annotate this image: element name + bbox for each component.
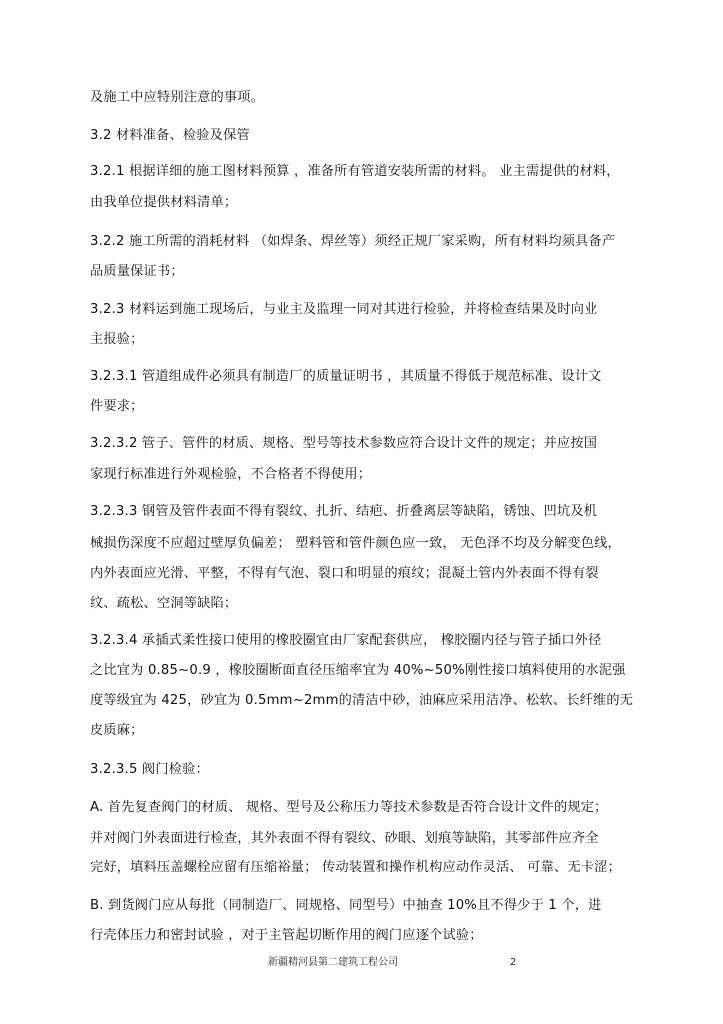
text-line: 3.2.3.5 阀门检验： bbox=[90, 762, 209, 777]
footer-company: 新疆精河县第二建筑工程公司 bbox=[268, 957, 398, 968]
text-line: 行壳体压力和密封试验 ，对于主管起切断作用的阀门应逐个试验； bbox=[90, 928, 483, 943]
text-line: 品质量保证书； bbox=[90, 264, 184, 279]
text-line: 3.2.3.3 钢管及管件表面不得有裂纹、扎折、结疤、折叠离层等缺陷，锈蚀、凹坑及机 bbox=[90, 504, 598, 519]
text-line: 3.2.3.1 管道组成件必须具有制造厂的质量证明书 ，其质量不得低于规范标准、设计文 bbox=[90, 369, 602, 384]
text-line: 3.2.3.2 管子、管件的材质、规格、型号等技术参数应符合设计文件的规定；并应按国 bbox=[90, 436, 598, 451]
text-line: 主报验； bbox=[90, 332, 144, 347]
text-line: 内外表面应光滑、平整，不得有气泡、裂口和明显的痕纹；混凝土管内外表面不得有裂 bbox=[90, 566, 599, 581]
text-line: 及施工中应特别注意的事项。 bbox=[90, 90, 265, 105]
text-line: 完好，填料压盖螺栓应留有压缩裕量； 传动装置和操作机构应动作灵活、 可靠、无卡涩； bbox=[90, 860, 621, 875]
text-line: 并对阀门外表面进行检查，其外表面不得有裂纹、砂眼、划痕等缺陷，其零部件应齐全 bbox=[90, 831, 599, 846]
text-line: 3.2.1 根据详细的施工图材料预算 ，准备所有管道安装所需的材料。 业主需提供的材料， bbox=[90, 164, 620, 179]
text-line: 3.2.2 施工所需的消耗材料 （如焊条、焊丝等）须经正规厂家采购，所有材料均须具备产 bbox=[90, 234, 616, 249]
text-line: 家现行标准进行外观检验，不合格者不得使用； bbox=[90, 467, 372, 482]
text-line: 之比宜为 0.85~0.9 ，橡胶圈断面直径压缩率宜为 40%~50%刚性接口填料使用的水泥强 bbox=[90, 663, 626, 678]
text-line: 度等级宜为 425，砂宜为 0.5mm~2mm的清洁中砂，油麻应采用洁净、松软、长纤维的无 bbox=[90, 693, 634, 708]
text-line: 纹、疏松、空洞等缺陷； bbox=[90, 596, 238, 611]
text-line: A. 首先复查阀门的材质、 规格、型号及公称压力等技术参数是否符合设计文件的规定； bbox=[90, 800, 608, 815]
text-line: 皮质麻； bbox=[90, 723, 144, 738]
text-line: 3.2.3.4 承插式柔性接口使用的橡胶圈宜由厂家配套供应， 橡胶圈内径与管子插口外径 bbox=[90, 633, 602, 648]
section-heading: 3.2 材料准备、检验及保管 bbox=[90, 128, 250, 143]
text-line: 由我单位提供材料清单； bbox=[90, 195, 238, 210]
text-line: 械损伤深度不应超过壁厚负偏差； 塑料管和管件颜色应一致， 无色泽不均及分解变色线， bbox=[90, 536, 621, 551]
text-line: 件要求； bbox=[90, 399, 144, 414]
page-number: 2 bbox=[510, 957, 517, 968]
text-line: B. 到货阀门应从每批（同制造厂、同规格、同型号）中抽查 10%且不得少于 1 个，进 bbox=[90, 898, 602, 913]
text-line: 3.2.3 材料运到施工现场后，与业主及监理一同对其进行检验，并将检查结果及时向业 bbox=[90, 302, 598, 317]
